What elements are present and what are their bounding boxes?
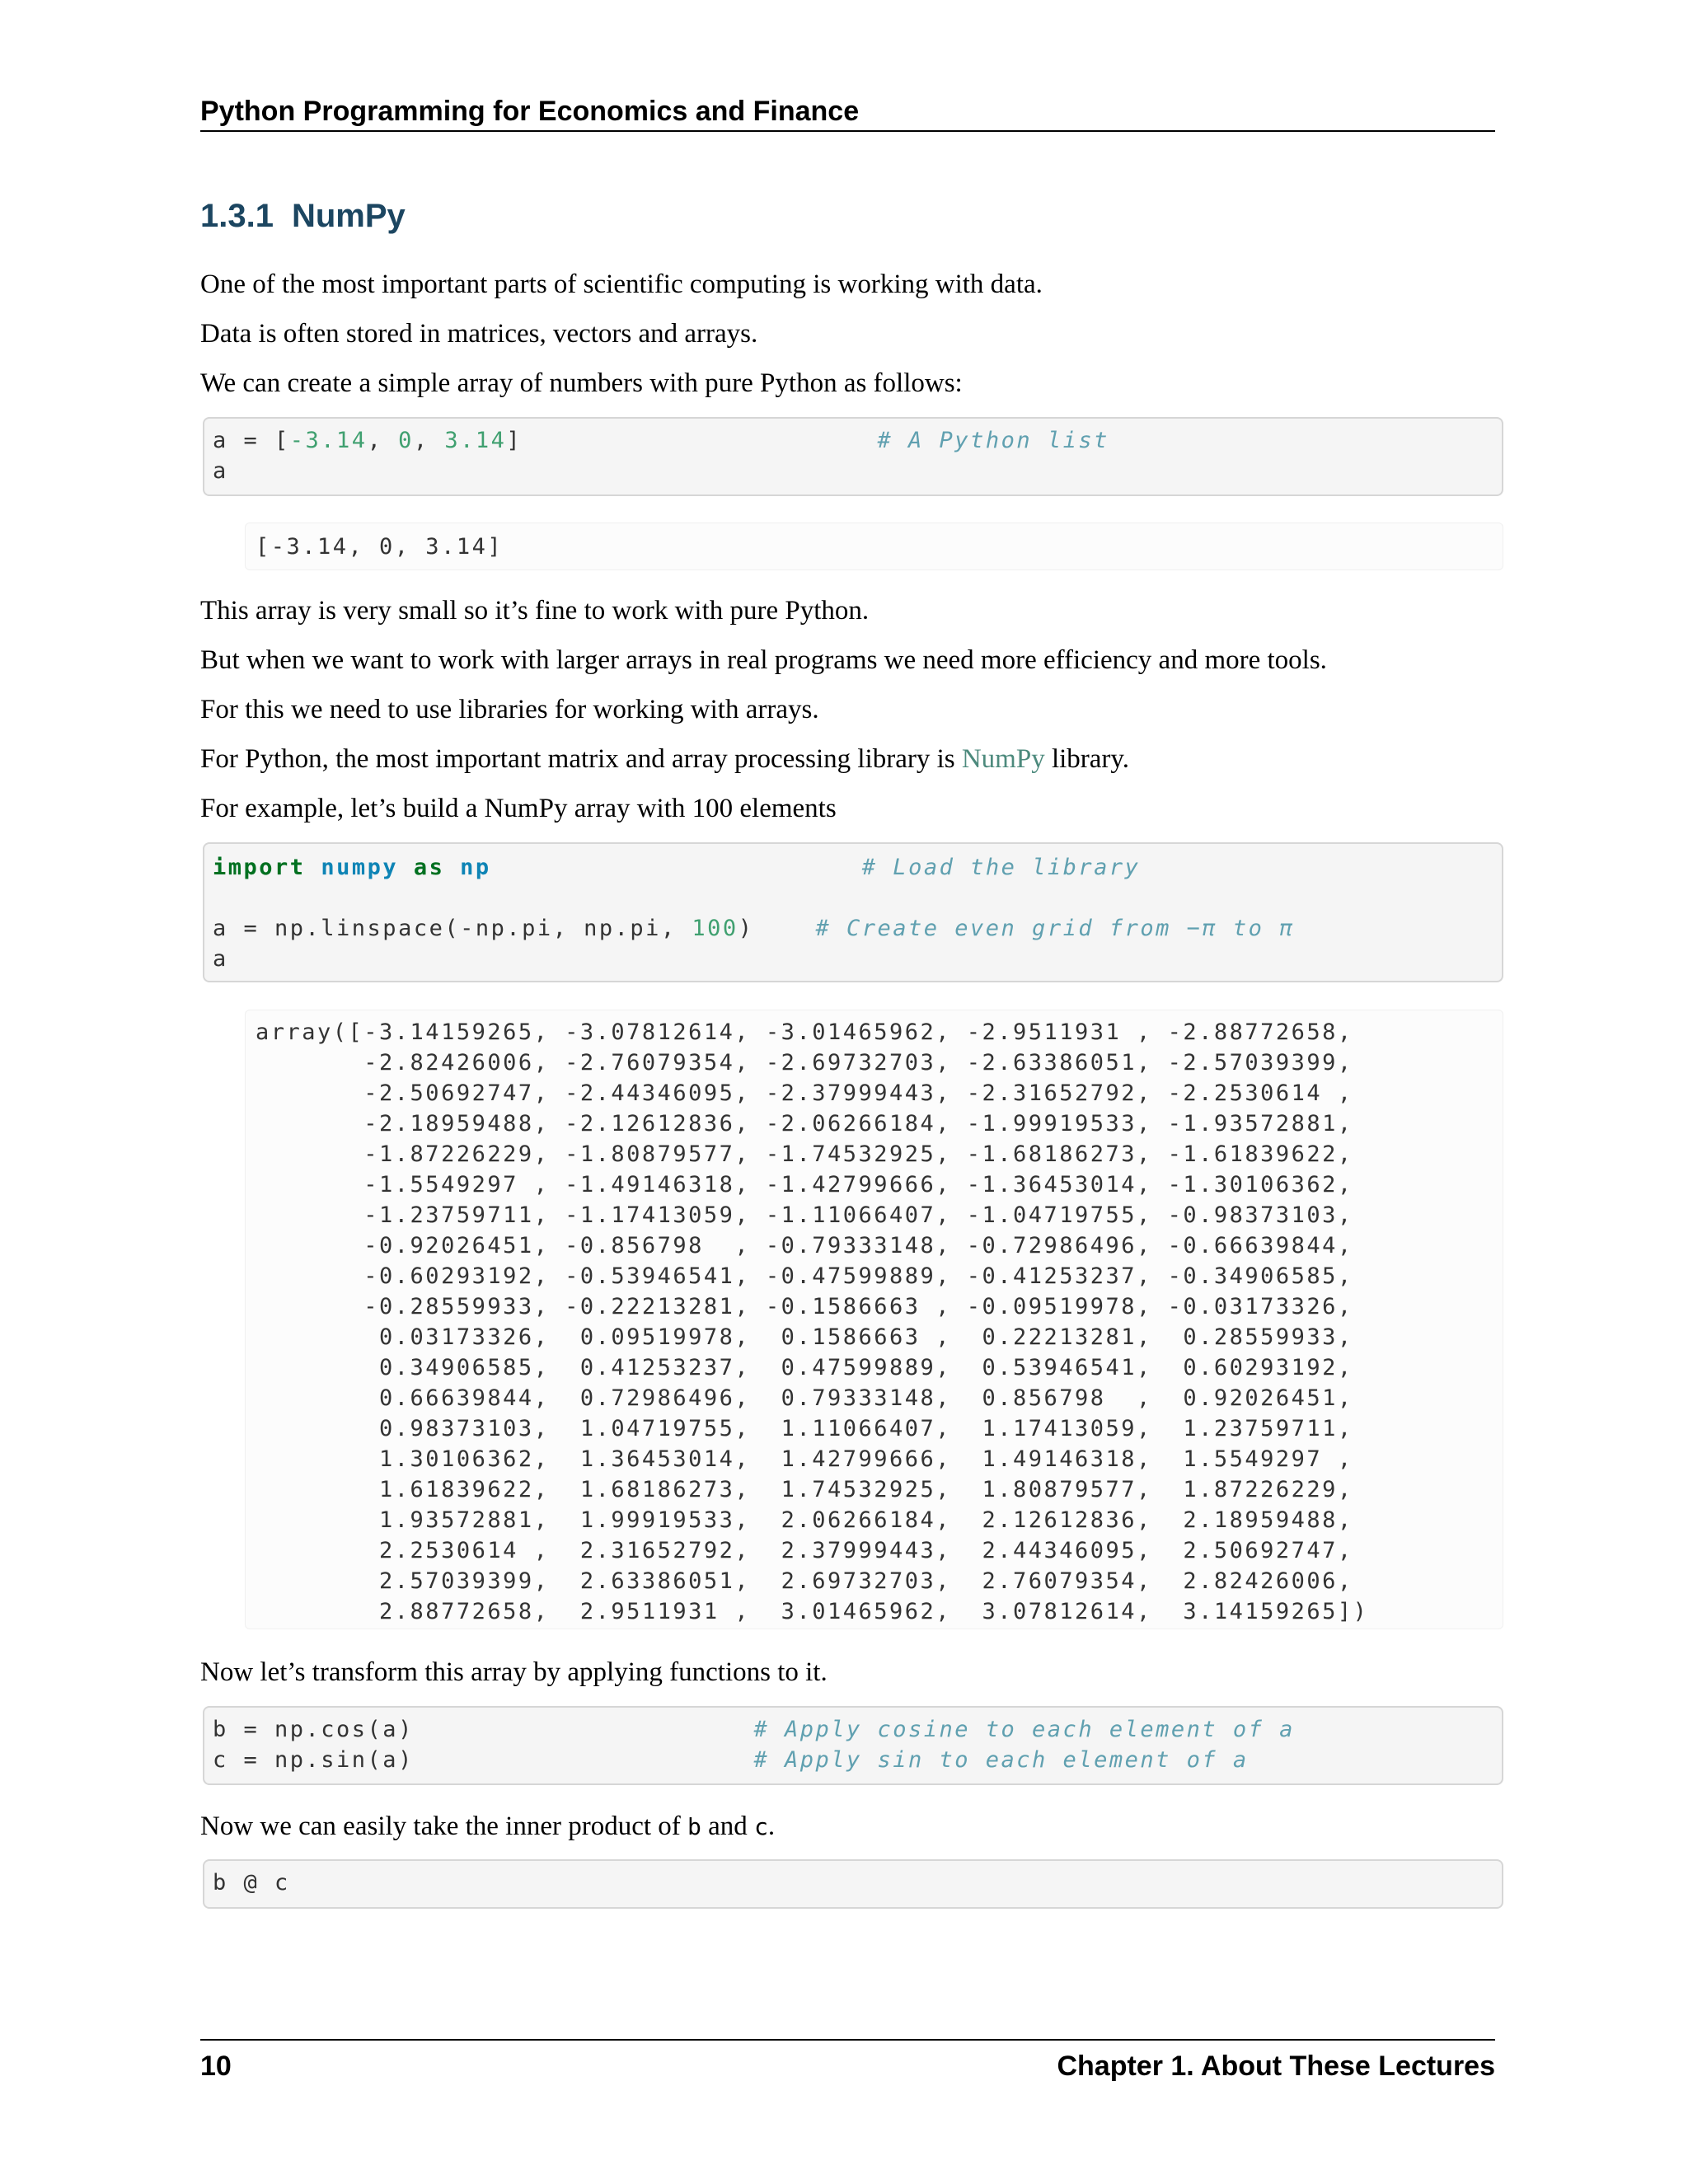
code-line: import numpy as np # Load the library: [213, 855, 1141, 880]
footer-rule: [200, 2039, 1495, 2041]
code-line: a: [213, 458, 228, 484]
output-line: 0.03173326, 0.09519978, 0.1586663 , 0.22213281, 0.28559933,: [256, 1324, 1353, 1350]
code-line: a = np.linspace(-np.pi, np.pi, 100) # Create even grid from −π to π: [213, 916, 1295, 941]
code-comment: # Create even grid from −π to π: [815, 916, 1295, 941]
code-line: a = [-3.14, 0, 3.14] # A Python list: [213, 428, 1109, 453]
output-line: -0.28559933, -0.22213281, -0.1586663 , -0.09519978, -0.03173326,: [256, 1294, 1353, 1319]
numpy-link[interactable]: NumPy: [961, 744, 1045, 774]
output-line: -1.23759711, -1.17413059, -1.11066407, -1.04719755, -0.98373103,: [256, 1202, 1353, 1228]
output-line: array([-3.14159265, -3.07812614, -3.01465962, -2.9511931 , -2.88772658,: [256, 1019, 1353, 1045]
chapter-title: Chapter 1. About These Lectures: [1057, 2050, 1495, 2082]
output-line: [-3.14, 0, 3.14]: [256, 534, 504, 560]
section-title: NumPy: [291, 198, 406, 234]
code-block-cos-sin[interactable]: [203, 1706, 1503, 1785]
output-line: -0.60293192, -0.53946541, -0.47599889, -0.41253237, -0.34906585,: [256, 1263, 1353, 1289]
code-comment: # Apply sin to each element of a: [753, 1747, 1249, 1773]
output-line: 1.93572881, 1.99919533, 2.06266184, 2.12612836, 2.18959488,: [256, 1507, 1353, 1533]
output-block-list: [245, 523, 1503, 570]
output-line: -2.18959488, -2.12612836, -2.06266184, -1.99919533, -1.93572881,: [256, 1111, 1353, 1137]
paragraph-2: Data is often stored in matrices, vectors and arrays.: [200, 319, 758, 349]
output-line: 1.30106362, 1.36453014, 1.42799666, 1.49146318, 1.5549297 ,: [256, 1446, 1353, 1472]
output-line: 2.88772658, 2.9511931 , 3.01465962, 3.07812614, 3.14159265]): [256, 1599, 1369, 1624]
code-comment: # A Python list: [877, 428, 1109, 453]
code-block-numpy-linspace[interactable]: [203, 842, 1503, 982]
inline-code-b: b: [687, 1813, 701, 1840]
output-line: 2.2530614 , 2.31652792, 2.37999443, 2.44346095, 2.50692747,: [256, 1538, 1353, 1563]
paragraph-5: But when we want to work with larger arrays in real programs we need more efficiency and more tools.: [200, 645, 1327, 675]
output-line: 0.66639844, 0.72986496, 0.79333148, 0.856798 , 0.92026451,: [256, 1385, 1353, 1411]
output-line: -0.92026451, -0.856798 , -0.79333148, -0.72986496, -0.66639844,: [256, 1233, 1353, 1258]
paragraph-1: One of the most important parts of scientific computing is working with data.: [200, 269, 1043, 299]
code-line: c = np.sin(a) # Apply sin to each element of a: [213, 1747, 1249, 1773]
running-header: Python Programming for Economics and Finance: [200, 96, 860, 127]
output-line: -1.87226229, -1.80879577, -1.74532925, -1.68186273, -1.61839622,: [256, 1141, 1353, 1167]
output-line: -1.5549297 , -1.49146318, -1.42799666, -1.36453014, -1.30106362,: [256, 1172, 1353, 1197]
inline-code-c: c: [754, 1813, 768, 1840]
output-line: 1.61839622, 1.68186273, 1.74532925, 1.80879577, 1.87226229,: [256, 1477, 1353, 1502]
paragraph-3: We can create a simple array of numbers with pure Python as follows:: [200, 368, 963, 398]
paragraph-8: For example, let’s build a NumPy array with 100 elements: [200, 794, 837, 823]
code-comment: # Apply cosine to each element of a: [753, 1717, 1295, 1742]
code-block-python-list[interactable]: [203, 417, 1503, 496]
code-line: b = np.cos(a) # Apply cosine to each element of a: [213, 1717, 1295, 1742]
section-number: 1.3.1: [200, 198, 274, 234]
paragraph-6: For this we need to use libraries for working with arrays.: [200, 695, 819, 724]
code-line-blank: [213, 883, 1493, 913]
output-block-array: [245, 1010, 1503, 1629]
output-line: 2.57039399, 2.63386051, 2.69732703, 2.76079354, 2.82426006,: [256, 1568, 1353, 1594]
output-line: -2.50692747, -2.44346095, -2.37999443, -2.31652792, -2.2530614 ,: [256, 1080, 1353, 1106]
page-number: 10: [200, 2050, 232, 2082]
paragraph-9: Now let’s transform this array by applying functions to it.: [200, 1657, 828, 1687]
code-line: b @ c: [213, 1870, 290, 1896]
code-line: a: [213, 946, 228, 972]
header-rule: [200, 130, 1495, 132]
code-block-inner-product[interactable]: [203, 1859, 1503, 1909]
paragraph-10: Now we can easily take the inner product of b and c.: [200, 1811, 776, 1841]
output-line: 0.98373103, 1.04719755, 1.11066407, 1.17413059, 1.23759711,: [256, 1416, 1353, 1441]
output-line: -2.82426006, -2.76079354, -2.69732703, -2.63386051, -2.57039399,: [256, 1050, 1353, 1076]
output-line: 0.34906585, 0.41253237, 0.47599889, 0.53946541, 0.60293192,: [256, 1355, 1353, 1380]
paragraph-4: This array is very small so it’s fine to work with pure Python.: [200, 596, 870, 626]
paragraph-7: For Python, the most important matrix and array processing library is NumPy library.: [200, 744, 1130, 774]
section-heading: [200, 193, 406, 239]
code-comment: # Load the library: [861, 855, 1141, 880]
